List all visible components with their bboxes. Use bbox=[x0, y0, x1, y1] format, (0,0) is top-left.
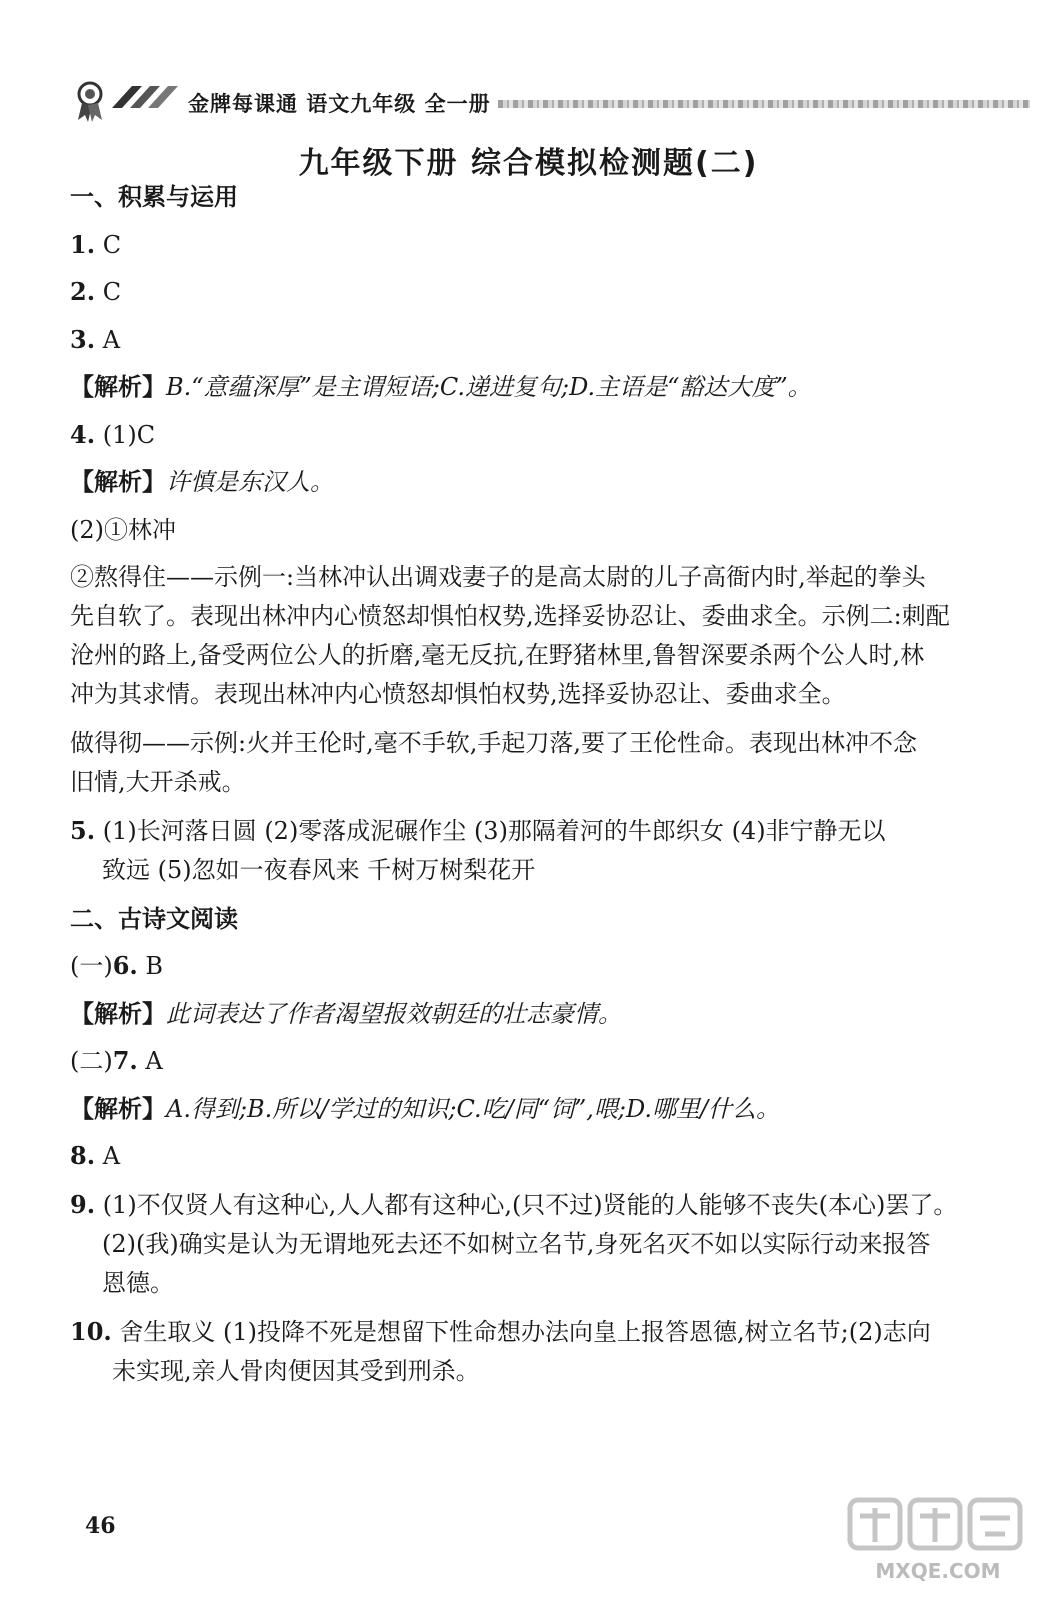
answer-item bbox=[70, 226, 1030, 264]
item-number: 5. bbox=[70, 816, 96, 845]
answer-item bbox=[70, 273, 1030, 311]
answer-line: 先自软了。表现出林冲内心愤怒却惧怕权势,选择妥协忍让、委曲求全。示例二:刺配 bbox=[70, 602, 950, 630]
answer-text: A bbox=[95, 325, 121, 354]
answer-text: C bbox=[95, 278, 122, 306]
answer-item bbox=[70, 1137, 1030, 1175]
item-number: 2. bbox=[70, 277, 96, 306]
explanation bbox=[70, 463, 1030, 501]
page-number: 46 bbox=[85, 1513, 116, 1539]
answer-text: (1)C bbox=[95, 420, 156, 449]
item-number: 7. bbox=[112, 1046, 138, 1075]
answer-line: 未实现,亲人骨肉便因其受到刑杀。 bbox=[112, 1357, 480, 1385]
item-number: 6. bbox=[112, 951, 138, 980]
item-number: 4. bbox=[70, 419, 96, 449]
answer-text: (2)①林冲 bbox=[70, 515, 176, 544]
explanation-tag: 【解析】 bbox=[70, 1093, 166, 1123]
answer-line: 恩德。 bbox=[102, 1268, 174, 1297]
answer-content bbox=[70, 178, 1030, 1401]
mxqe-watermark-logo bbox=[838, 1490, 1038, 1590]
explanation bbox=[70, 995, 1030, 1033]
answer-text: (1)长河落日圆 (2)零落成泥碾作尘 (3)那隔着河的牛郎织女 (4)非宁静无以 bbox=[95, 817, 886, 845]
explanation-text: A.得到;B.所以/学过的知识;C.吃/同“饲”,喂;D.哪里/什么。 bbox=[166, 1094, 781, 1123]
answer-text: B bbox=[137, 952, 164, 980]
answer-item bbox=[70, 416, 1030, 454]
subsection-marker: (二) bbox=[70, 1047, 113, 1075]
subsection-marker: (一) bbox=[70, 952, 113, 980]
answer-line bbox=[70, 811, 1030, 851]
answer-paragraph bbox=[70, 558, 1030, 714]
answer-line: 旧情,大开杀戒。 bbox=[70, 767, 246, 796]
answer-text: (1)不仅贤人有这种心,人人都有这种心,(只不过)贤能的人能够不丧失(本心)罢了。 bbox=[95, 1190, 958, 1219]
explanation-tag: 【解析】 bbox=[70, 467, 166, 496]
watermark-text: MXQE.COM bbox=[875, 1559, 1001, 1583]
answer-line: 沧州的路上,备受两位公人的折磨,毫无反抗,在野猪林里,鲁智深要杀两个公人时,林 bbox=[70, 641, 925, 669]
answer-item bbox=[70, 1312, 1030, 1391]
explanation bbox=[70, 1090, 1030, 1128]
answer-item bbox=[70, 811, 1030, 890]
item-number: 1. bbox=[70, 229, 96, 259]
section-heading: 二、古诗文阅读 bbox=[70, 904, 238, 933]
answer-item bbox=[70, 1185, 1030, 1303]
book-series-title: 金牌每课通 语文九年级 全一册 bbox=[188, 92, 491, 116]
explanation bbox=[70, 368, 1030, 406]
explanation-tag: 【解析】 bbox=[70, 372, 166, 401]
page-title: 九年级下册 综合模拟检测题(二) bbox=[298, 146, 759, 181]
item-number: 9. bbox=[70, 1189, 96, 1219]
section-heading: 一、积累与运用 bbox=[70, 183, 238, 211]
ribbon-medal-icon bbox=[70, 74, 188, 126]
answer-line: 冲为其求情。表现出林冲内心愤怒却惧怕权势,选择妥协忍让、委曲求全。 bbox=[70, 680, 846, 708]
explanation-text: B.“意蕴深厚”是主谓短语;C.递进复句;D.主语是“豁达大度”。 bbox=[166, 373, 812, 401]
answer-text: A bbox=[95, 1142, 121, 1170]
answer-text: A bbox=[137, 1047, 163, 1075]
item-number: 3. bbox=[70, 324, 96, 354]
answer-text: 舍生取义 (1)投降不死是想留下性命想办法向皇上报答恩德,树立名节;(2)志向 bbox=[111, 1318, 931, 1346]
explanation-text: 许慎是东汉人。 bbox=[166, 468, 334, 496]
header-decorative-strip bbox=[498, 100, 1030, 108]
answer-line bbox=[70, 1312, 1030, 1352]
answer-text: C bbox=[95, 230, 122, 259]
answer-item bbox=[70, 321, 1030, 359]
answer-paragraph bbox=[70, 724, 1030, 802]
answer-item bbox=[70, 947, 1030, 985]
answer-line: (2)(我)确实是认为无谓地死去还不如树立名节,身死名灭不如以实际行动来报答 bbox=[102, 1229, 931, 1258]
answer-item bbox=[70, 1042, 1030, 1080]
answer-line: 做得彻——示例:火并王伦时,毫不手软,手起刀落,要了王伦性命。表现出林冲不念 bbox=[70, 728, 917, 757]
answer-line bbox=[70, 1185, 1030, 1225]
answer-line: 致远 (5)忽如一夜春风来 千树万树梨花开 bbox=[102, 856, 536, 884]
explanation-text: 此词表达了作者渴望报效朝廷的壮志豪情。 bbox=[166, 999, 622, 1028]
item-number: 10. bbox=[70, 1317, 112, 1346]
page-header bbox=[70, 70, 1030, 132]
item-number: 8. bbox=[70, 1141, 96, 1170]
explanation-tag: 【解析】 bbox=[70, 998, 166, 1028]
answer-line: ②熬得住——示例一:当林冲认出调戏妻子的是高太尉的儿子高衙内时,举起的拳头 bbox=[70, 563, 926, 591]
